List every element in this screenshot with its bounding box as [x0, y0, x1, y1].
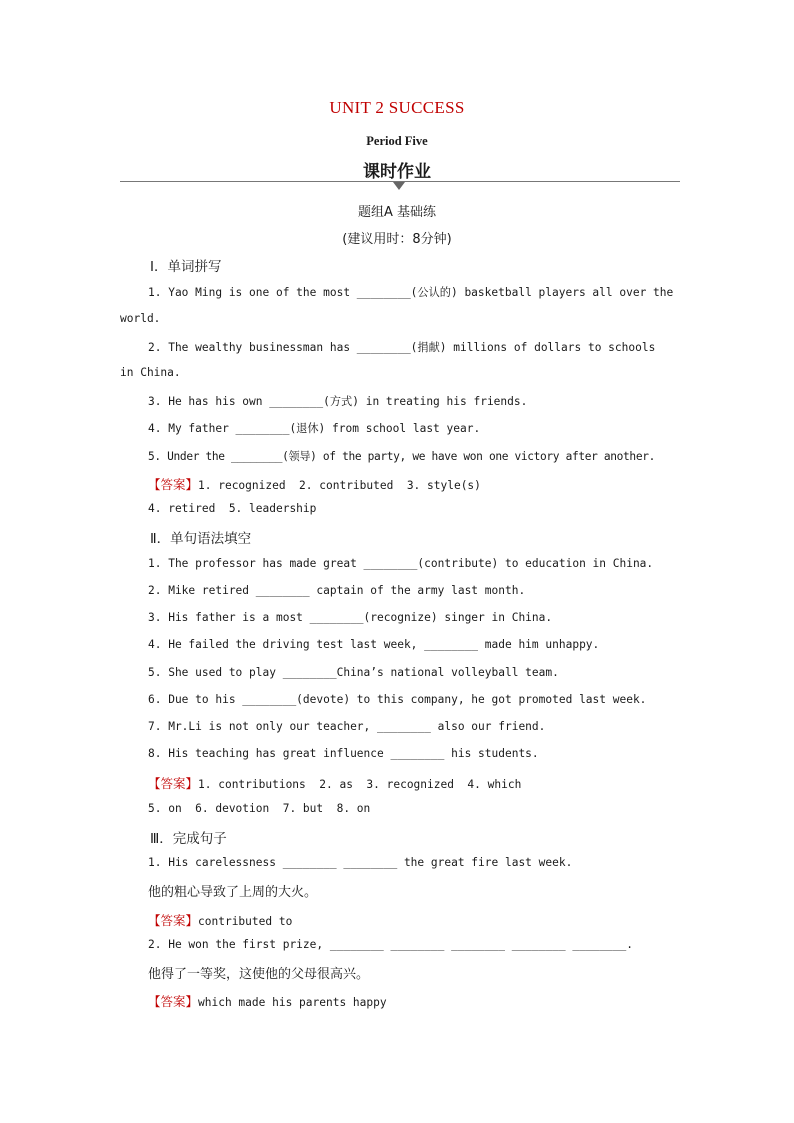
- s3-question-2-chinese: 他得了一等奖，这使他的父母很高兴。: [148, 967, 370, 982]
- s1-answers-a: 1. recognized 2. contributed 3. style(s): [198, 479, 481, 492]
- unit-title: UNIT 2 SUCCESS: [329, 98, 465, 117]
- suggested-time: (建议用时：8分钟): [342, 232, 452, 247]
- s2-question-2: 2. Mike retired ________ captain of the army last month.: [148, 584, 526, 597]
- s3-answer-2: which made his parents happy: [198, 996, 387, 1009]
- s3-question-1: 1. His carelessness ________ ________ the great fire last week.: [148, 856, 573, 869]
- answer-label: 【答案】: [148, 776, 199, 791]
- group-heading: 题组A 基础练: [357, 205, 437, 220]
- s1-question-5: 5. Under the ________(领导) of the party, we have won one victory after another.: [148, 450, 655, 463]
- s1-question-2-line-2: in China.: [120, 366, 181, 379]
- s2-answers-b: 5. on 6. devotion 7. but 8. on: [148, 802, 371, 815]
- s1-question-1-line-1: 1. Yao Ming is one of the most ________(公认的) basketball players all over the: [148, 286, 674, 299]
- section-2-title: Ⅱ．单句语法填空: [150, 531, 252, 547]
- s2-question-3: 3. His father is a most ________(recognize) singer in China.: [148, 611, 553, 624]
- s2-question-5: 5. She used to play ________China’s national volleyball team.: [148, 666, 559, 679]
- s2-question-8: 8. His teaching has great influence ________ his students.: [148, 747, 539, 760]
- s3-question-1-chinese: 他的粗心导致了上周的大火。: [148, 885, 318, 900]
- s3-answer-1: contributed to: [198, 915, 293, 928]
- s3-answer-1-line: [148, 911, 292, 929]
- section-1-title: Ⅰ．单词拼写: [150, 259, 222, 275]
- s2-question-6: 6. Due to his ________(devote) to this company, he got promoted last week.: [148, 693, 647, 706]
- s2-question-1: 1. The professor has made great ________(contribute) to education in China.: [148, 557, 654, 570]
- section-3-title: Ⅲ．完成句子: [150, 831, 227, 847]
- s2-question-4: 4. He failed the driving test last week, ________ made him unhappy.: [148, 638, 600, 651]
- s1-question-3: 3. He has his own ________(方式) in treating his friends.: [148, 395, 528, 408]
- answer-label: 【答案】: [148, 477, 199, 492]
- s3-question-2: 2. He won the first prize, ________ ________ ________ ________ ________.: [148, 938, 633, 951]
- s1-question-2-line-1: 2. The wealthy businessman has ________(捐献) millions of dollars to schools: [148, 341, 656, 354]
- s2-question-7: 7. Mr.Li is not only our teacher, ________ also our friend.: [148, 720, 546, 733]
- divider-arrow-icon: [393, 182, 405, 190]
- answer-label: 【答案】: [148, 913, 199, 928]
- s1-answers-b: 4. retired 5. leadership: [148, 502, 317, 515]
- s2-answer-line-1: [148, 774, 521, 792]
- s1-question-4: 4. My father ________(退休) from school last year.: [148, 422, 481, 435]
- period-subtitle: Period Five: [366, 134, 428, 148]
- answer-label: 【答案】: [148, 994, 199, 1009]
- s3-answer-2-line: [148, 992, 387, 1010]
- homework-heading: 课时作业: [363, 162, 431, 182]
- s1-answer-line-1: [148, 475, 481, 493]
- s1-question-1-line-2: world.: [120, 312, 161, 325]
- s2-answers-a: 1. contributions 2. as 3. recognized 4. which: [198, 778, 522, 791]
